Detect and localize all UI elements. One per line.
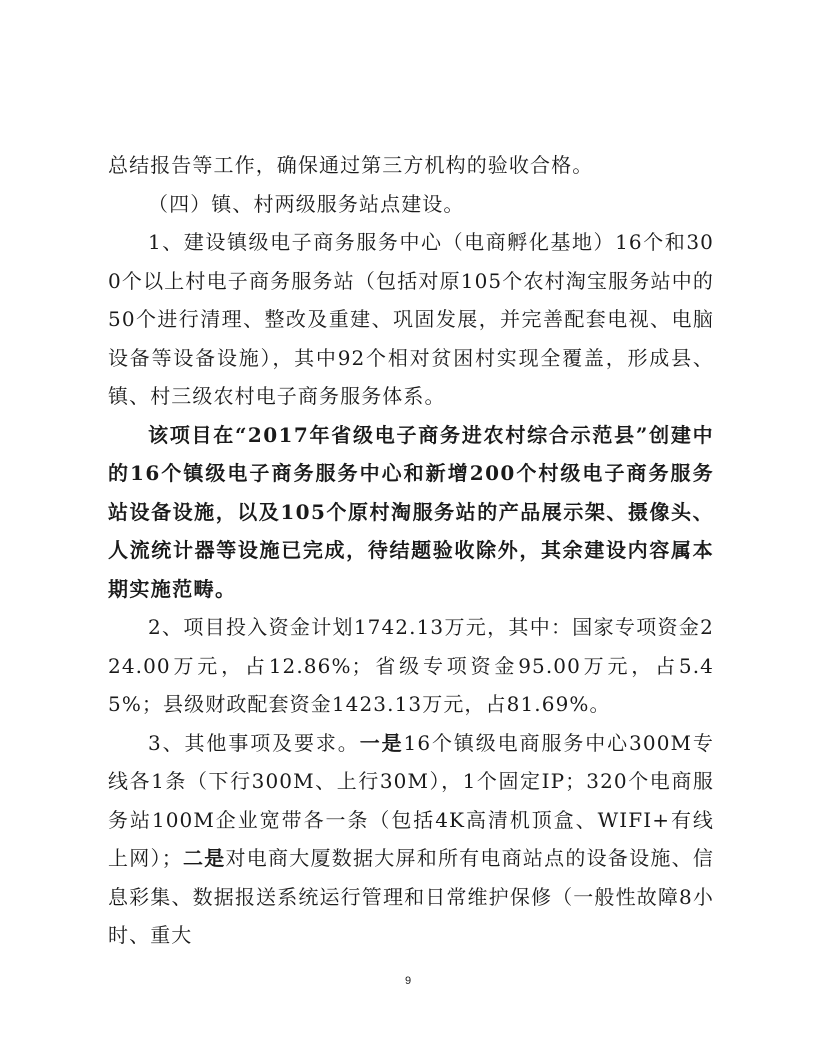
item-3-second-text: 对电商大厦数据大屏和所有电商站点的设备设施、信息彩集、数据报送系统运行管理和日常维护保修（一般性故障8小时、重大 <box>108 846 714 947</box>
paragraph-item-2: 2、项目投入资金计划1742.13万元，其中：国家专项资金224.00万元，占12.86%；省级专项资金95.00万元，占5.45%；县级财政配套资金1423.13万元，占81.69%。 <box>108 615 714 716</box>
paragraph-item-1: 1、建设镇级电子商务服务中心（电商孵化基地）16个和300个以上村电子商务服务站（包括对原105个农村淘宝服务站中的50个进行清理、整改及重建、巩固发展，并完善配套电视、电脑设备等设备设施），其中92个相对贫困村实现全覆盖，形成县、镇、村三级农村电子商务服务体系。 <box>108 230 714 408</box>
paragraph-item-3 <box>108 724 714 955</box>
item-3-second-marker: 二是 <box>182 846 226 870</box>
body-text <box>108 146 714 955</box>
section-heading: （四）镇、村两级服务站点建设。 <box>148 191 465 216</box>
paragraph-continuation: 总结报告等工作，确保通过第三方机构的验收合格。 <box>108 153 594 177</box>
item-3-first-text: 16个镇级电商服务中心300M专线各1条（下行300M、上行30M），1个固定IP；320个电商服务站100M企业宽带各一条（包括4K高清机顶盒、WIFI+有线上网）； <box>108 730 714 870</box>
paragraph-bold-note: 该项目在“2017年省级电子商务进农村综合示范县”创建中的16个镇级电子商务服务中心和新增200个村级电子商务服务站设备设施，以及105个原村淘服务站的产品展示架、摄像头、人流统计器等设施已完成，待结题验收除外，其余建设内容属本期实施范畴。 <box>108 422 714 601</box>
page-number: 9 <box>404 975 412 987</box>
item-3-lead: 3、其他事项及要求。 <box>148 730 360 755</box>
item-3-first-marker: 一是 <box>359 730 404 755</box>
